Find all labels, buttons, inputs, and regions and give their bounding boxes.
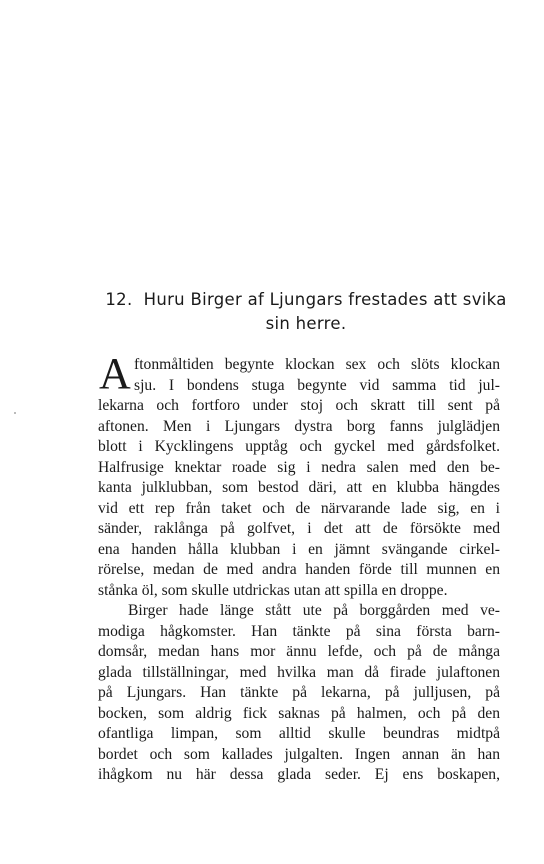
chapter-heading xyxy=(98,288,514,336)
text-line: lekarna och fortforo under stoj och skratt till sent på xyxy=(98,397,500,414)
text-line: rörelse, medan de med andra handen förde till munnen en xyxy=(98,561,500,578)
page-speck xyxy=(14,412,16,414)
chapter-title-line-2: sin herre. xyxy=(265,314,347,333)
text-line: bordet och som kallades julgalten. Ingen annan än han xyxy=(98,745,500,763)
chapter-title-line-1 xyxy=(98,288,514,312)
text-line: glada tillställningar, med hvilka man då firade julaftonen xyxy=(98,663,500,681)
text-line: blott i Kycklingens upptåg och gyckel med gårdsfolket. xyxy=(98,438,500,455)
text-line: ihågkom nu här dessa glada seder. Ej ens boskapen, xyxy=(98,766,500,783)
text-line: vid ett rep från taket och de närvarande lade sig, en i xyxy=(98,499,500,517)
text-line: ftonmåltiden begynte klockan sex och slöts klockan xyxy=(134,356,500,373)
body-text xyxy=(98,355,500,786)
text-line: ofantliga limpan, som alltid skulle beundras midtpå xyxy=(98,725,500,742)
text-line: på Ljungars. Han tänkte på lekarna, på julljusen, på xyxy=(98,684,500,701)
text-line: ena handen hålla klubban i en jämnt svängande cirkel- xyxy=(98,540,500,558)
text-line: sänder, raklånga på golfvet, i det att de försökte med xyxy=(98,520,500,537)
text-line: kanta julklubban, som bestod däri, att en klubba hängdes xyxy=(98,479,500,496)
text-line: Birger hade länge stått ute på borggården med ve- xyxy=(128,602,500,619)
text-line: modiga hågkomster. Han tänkte på sina första barn- xyxy=(98,622,500,640)
text-line: aftonen. Men i Ljungars dystra borg fanns julglädjen xyxy=(98,417,500,435)
text-line: stånka öl, som skulle utdrickas utan att spilla en droppe. xyxy=(98,581,448,599)
chapter-number: 12. xyxy=(105,290,133,309)
text-line: bocken, som aldrig fick saknas på halmen, och på den xyxy=(98,704,500,722)
chapter-title: Huru Birger af Ljungars frestades att svika xyxy=(143,290,507,309)
text-line: sju. I bondens stuga begynte vid samma tid jul- xyxy=(134,376,500,394)
text-line: Halfrusige knektar roade sig i nedra salen med den be- xyxy=(98,458,500,476)
drop-cap: A xyxy=(99,349,131,398)
text-line: domsår, medan hans mor ännu lefde, och på de många xyxy=(98,643,500,660)
